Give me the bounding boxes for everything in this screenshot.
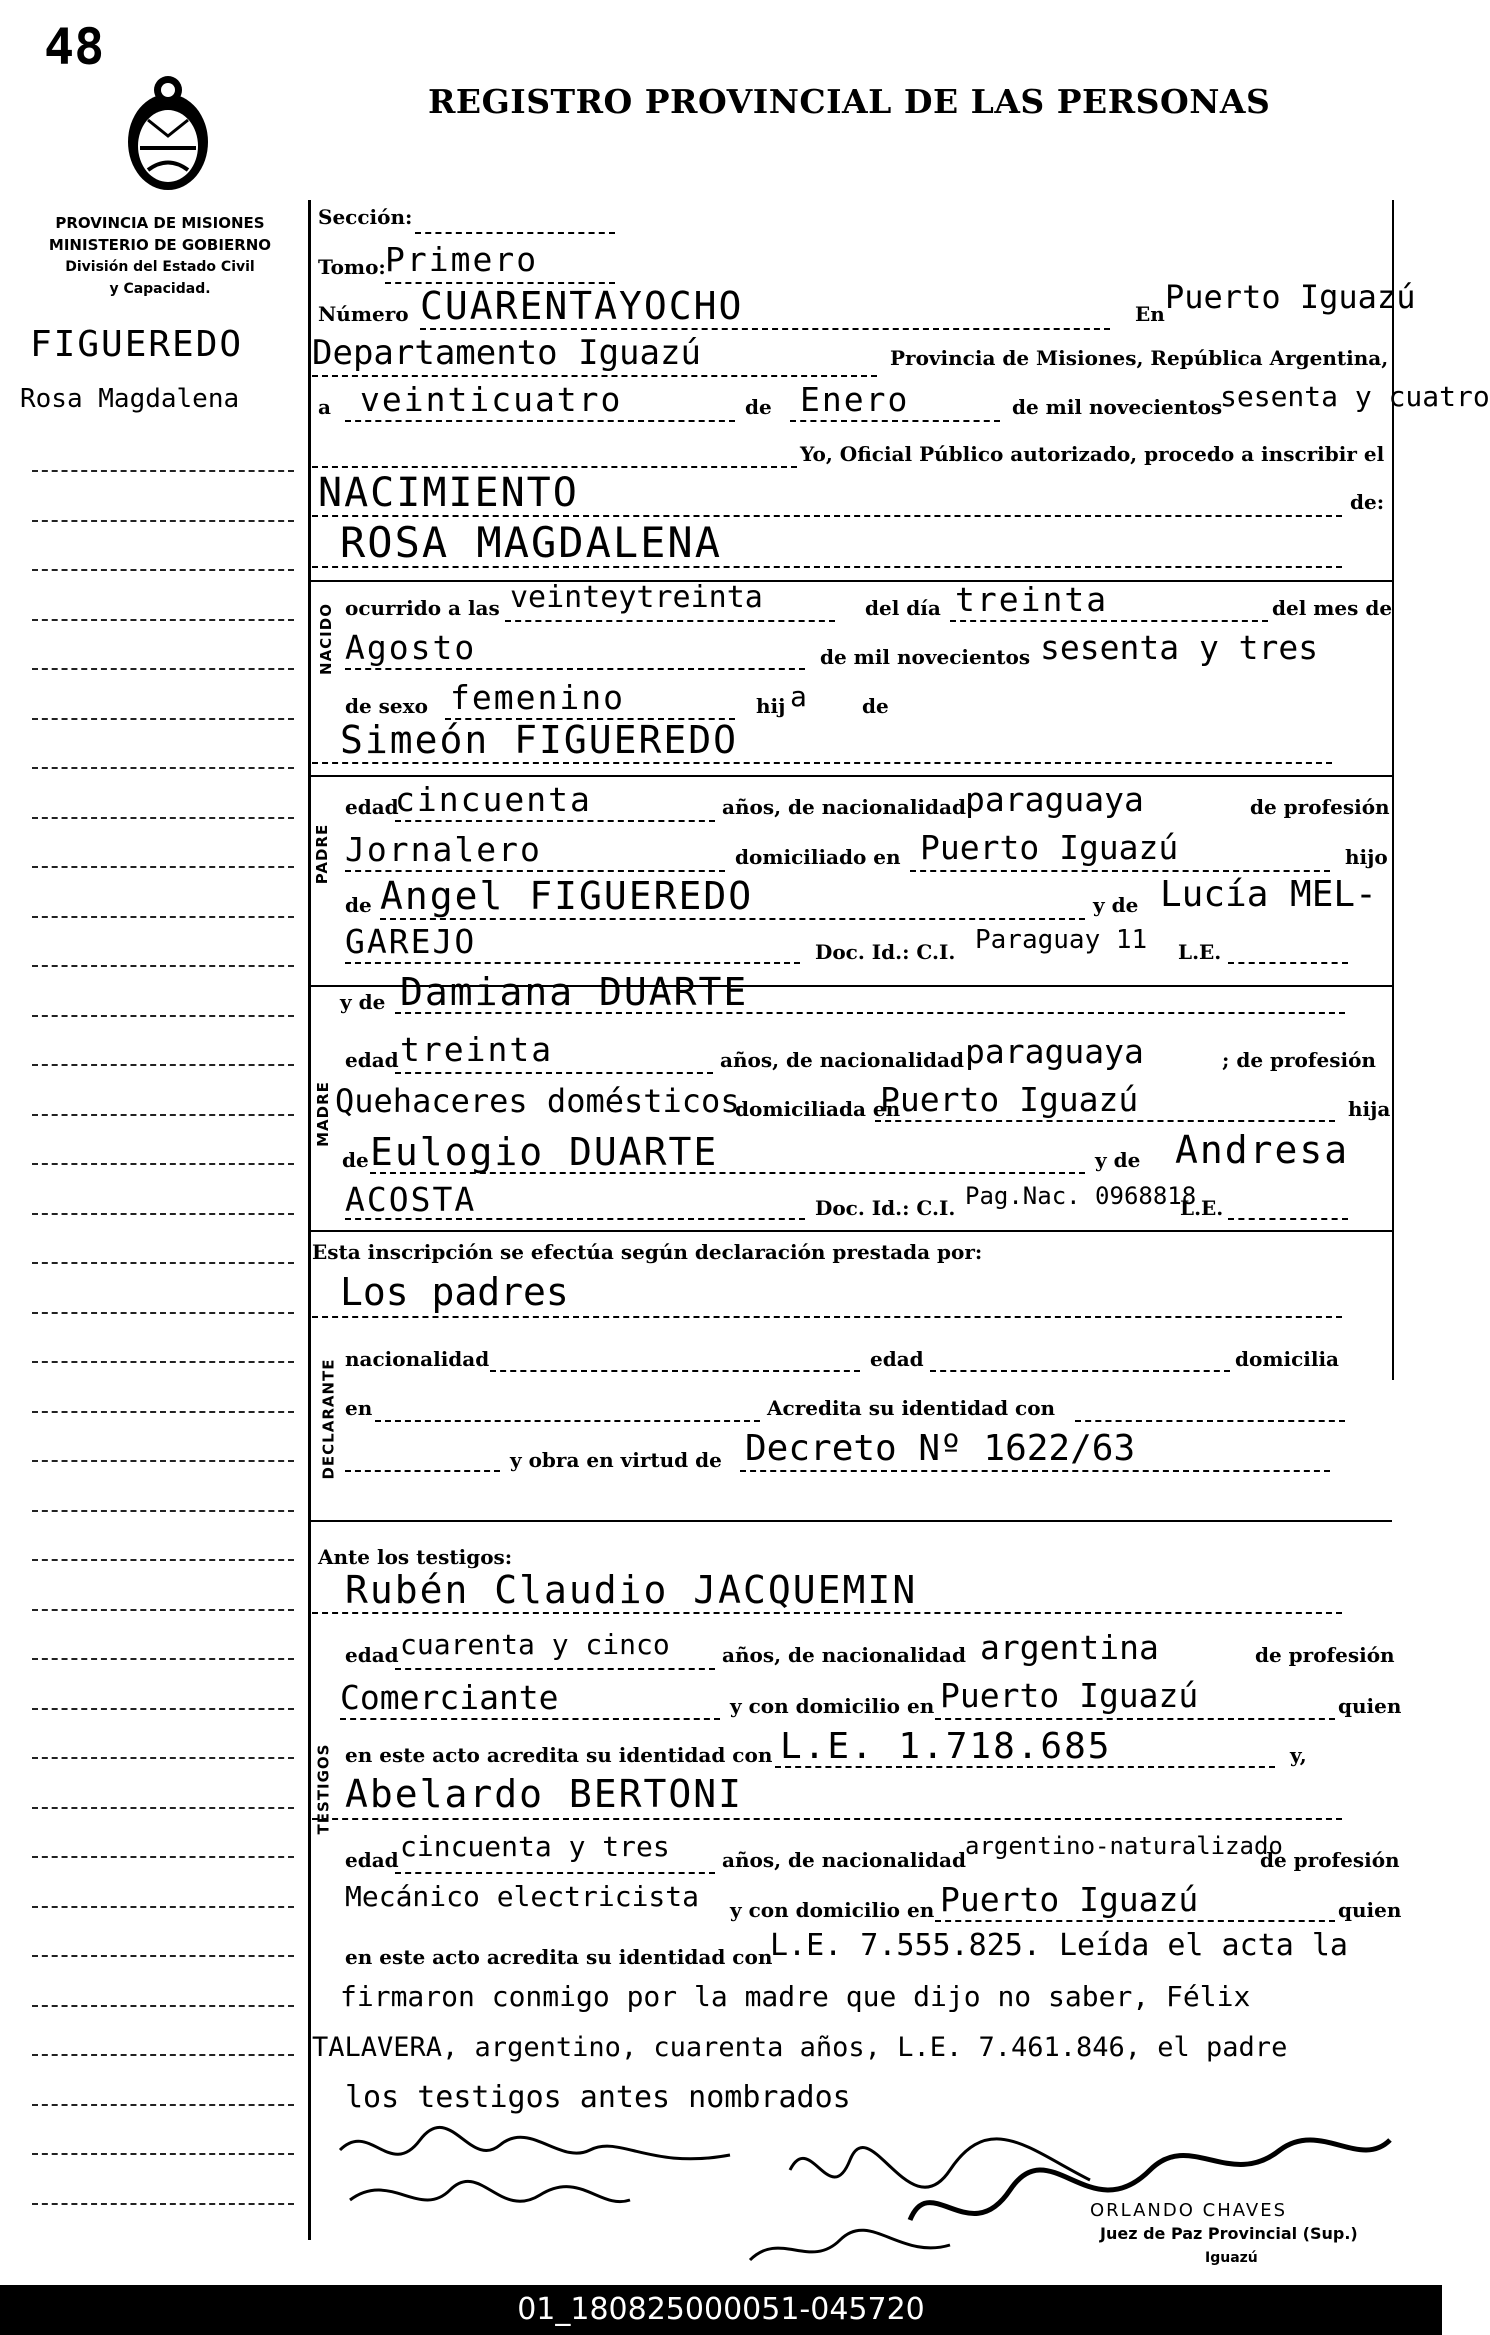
madre-prof-label: ; de profesión: [1222, 1048, 1376, 1072]
margin-ruled-line: [32, 1312, 294, 1314]
fill-line: [380, 918, 1085, 920]
testigo2-quien-label: quien: [1338, 1898, 1402, 1922]
fill-line: [312, 515, 1342, 517]
margin-ruled-line: [32, 2054, 294, 2056]
right-border: [1392, 200, 1394, 1380]
fill-line: [312, 375, 877, 377]
testigo2-edad-label: edad: [345, 1848, 399, 1872]
declarante-obra-label: y obra en virtud de: [510, 1448, 722, 1472]
declarante-dom-label: domicilia: [1235, 1347, 1340, 1371]
fill-line: [1075, 1420, 1345, 1422]
fill-line: [415, 232, 615, 234]
del-mes-label: del mes de: [1272, 596, 1393, 620]
testigo2-prof: Mecánico electricista: [345, 1880, 700, 1913]
padre-padre-nombre: Angel FIGUEREDO: [380, 874, 754, 918]
margin-ruled-line: [32, 520, 294, 522]
provincia-text: Provincia de Misiones, República Argentina,: [890, 346, 1389, 370]
de-nac-label: de: [862, 694, 889, 718]
fill-line: [345, 962, 800, 964]
a-label: a: [318, 395, 331, 419]
padre-de-label: de: [345, 893, 372, 917]
margin-ruled-line: [32, 1411, 294, 1413]
fill-line: [420, 328, 1110, 330]
fill-line: [790, 420, 1000, 422]
fill-line: [345, 420, 735, 422]
main-border: [308, 200, 311, 2240]
madre-doc-label: Doc. Id.: C.I.: [815, 1196, 956, 1220]
padre-dom-label: domiciliado en: [735, 845, 901, 869]
en-label: En: [1135, 302, 1165, 326]
margin-ruled-line: [32, 1361, 294, 1363]
fill-line: [312, 466, 797, 468]
margin-ruled-line: [32, 1262, 294, 1264]
madre-madre-nombre: Andresa: [1175, 1128, 1350, 1172]
testigo1-nombre: Rubén Claudio JACQUEMIN: [345, 1568, 918, 1612]
closing-line-2: TALAVERA, argentino, cuarenta años, L.E. 7.461.846, el padre: [312, 2032, 1288, 2063]
departamento-value: Departamento Iguazú: [312, 333, 701, 373]
padre-prof-value: Jornalero: [345, 830, 542, 869]
madre-padre-nombre: Eulogio DUARTE: [370, 1130, 719, 1174]
margin-ruled-line: [32, 965, 294, 967]
section-label-declarante: DECLARANTE: [319, 1358, 338, 1480]
closing-line-1: firmaron conmigo por la madre que dijo no saber, Félix: [340, 1980, 1251, 2013]
stamp-place: Iguazú: [1205, 2250, 1258, 2266]
province-line: PROVINCIA DE MISIONES: [55, 214, 265, 232]
padre-le-label: L.E.: [1178, 940, 1222, 964]
fill-line: [395, 1668, 715, 1670]
fill-line: [910, 870, 1330, 872]
margin-surname: FIGUEREDO: [30, 324, 244, 365]
madre-edad-label: edad: [345, 1048, 399, 1072]
margin-ruled-line: [32, 1015, 294, 1017]
dia-nac-value: treinta: [955, 580, 1109, 619]
divider: [308, 1520, 1392, 1522]
fill-line: [375, 1420, 760, 1422]
seccion-label: Sección:: [318, 205, 413, 229]
nombre-value: ROSA MAGDALENA: [340, 518, 723, 567]
en-value: Puerto Iguazú: [1165, 278, 1416, 316]
madre-nombre: Damiana DUARTE: [400, 970, 749, 1014]
fill-line: [312, 1612, 1342, 1614]
declarante-por-value: Los padres: [340, 1270, 569, 1314]
fill-line: [312, 566, 1342, 568]
margin-ruled-line: [32, 2153, 294, 2155]
padre-edad-label: edad: [345, 795, 399, 819]
fill-line: [935, 1920, 1335, 1922]
padre-prof-label: de profesión: [1250, 795, 1390, 819]
testigo2-nac: argentino-naturalizado: [965, 1832, 1283, 1860]
section-label-nacido: NACIDO: [316, 603, 335, 675]
coat-of-arms-seal: [118, 70, 218, 200]
stamp-name: ORLANDO CHAVES: [1090, 2200, 1288, 2221]
numero-label: Número: [318, 302, 409, 326]
padre-madre-nombre: Lucía MEL-: [1160, 874, 1377, 915]
fill-line: [505, 620, 835, 622]
padre-nac-value: paraguaya: [965, 780, 1144, 819]
ocurrido-label: ocurrido a las: [345, 596, 500, 620]
margin-ruled-line: [32, 1757, 294, 1759]
ministry-line: MINISTERIO DE GOBIERNO: [48, 236, 272, 254]
de-colon: de:: [1350, 490, 1385, 514]
acto-value: NACIMIENTO: [318, 470, 579, 516]
padre-hijo-label: hijo: [1345, 845, 1388, 869]
margin-ruled-line: [32, 2005, 294, 2007]
sexo-value: femenino: [450, 678, 625, 717]
mil-nac-label: de mil novecientos: [820, 645, 1031, 669]
madre-dom-value: Puerto Iguazú: [880, 1080, 1139, 1119]
hija-label: hij: [756, 694, 786, 718]
madre-doc-value: Pag.Nac. 0968818: [965, 1182, 1197, 1210]
fill-line: [312, 762, 1332, 764]
tomo-label: Tomo:: [318, 255, 386, 279]
fill-line: [345, 668, 805, 670]
testigo1-prof-label: de profesión: [1255, 1643, 1395, 1667]
testigos-intro: Ante los testigos:: [318, 1545, 513, 1569]
margin-ruled-line: [32, 1658, 294, 1660]
document-title: REGISTRO PROVINCIAL DE LAS PERSONAS: [428, 82, 1271, 121]
margin-ruled-line: [32, 1559, 294, 1561]
margin-ruled-line: [32, 767, 294, 769]
margin-name: Rosa Magdalena: [20, 384, 240, 414]
testigo1-nac: argentina: [980, 1628, 1159, 1667]
fill-line: [775, 1766, 1275, 1768]
margin-ruled-line: [32, 619, 294, 621]
madre-yde2-label: y de: [1095, 1148, 1141, 1172]
testigo1-dom: Puerto Iguazú: [940, 1676, 1199, 1715]
madre-madre-nombre-2: ACOSTA: [345, 1180, 477, 1219]
madre-le-label: L.E.: [1180, 1196, 1224, 1220]
declarante-edad-label: edad: [870, 1347, 924, 1371]
madre-hija-label: hija: [1348, 1097, 1391, 1121]
mes-nac-value: Agosto: [345, 628, 477, 667]
testigo2-prof-label: de profesión: [1260, 1848, 1400, 1872]
margin-ruled-line: [32, 817, 294, 819]
padre-doc-label: Doc. Id.: C.I.: [815, 940, 956, 964]
section-label-padre: PADRE: [313, 823, 332, 885]
margin-ruled-line: [32, 718, 294, 720]
margin-ruled-line: [32, 1708, 294, 1710]
numero-value: CUARENTAYOCHO: [420, 284, 744, 328]
margin-ruled-line: [32, 2203, 294, 2205]
testigo1-y-label: y,: [1290, 1743, 1307, 1767]
madre-nac-value: paraguaya: [965, 1032, 1144, 1071]
margin-ruled-line: [32, 1807, 294, 1809]
padre-yde-label: y de: [1093, 893, 1139, 917]
fill-line: [345, 1470, 500, 1472]
hora-value: veinteytreinta: [510, 580, 763, 615]
testigo1-doc: L.E. 1.718.685: [780, 1726, 1112, 1767]
hija-suffix: a: [790, 680, 809, 713]
fill-line: [1228, 962, 1348, 964]
testigo1-prof: Comerciante: [340, 1678, 559, 1717]
margin-ruled-line: [32, 1856, 294, 1858]
footer-id: 01_180825000051-045720: [0, 2285, 1442, 2335]
testigo1-nac-label: años, de nacionalidad: [722, 1643, 966, 1667]
margin-ruled-line: [32, 1163, 294, 1165]
page-number: 48: [44, 18, 105, 76]
margin-ruled-line: [32, 1955, 294, 1957]
dia-value: veinticuatro: [360, 380, 623, 419]
padre-dom-value: Puerto Iguazú: [920, 828, 1179, 867]
mil-text: de mil novecientos: [1012, 395, 1223, 419]
padre-edad-value: cincuenta: [395, 780, 592, 819]
province-header: [20, 212, 300, 300]
margin-ruled-line: [32, 1460, 294, 1462]
fill-line: [490, 1370, 860, 1372]
fill-line: [395, 820, 715, 822]
declarante-intro: Esta inscripción se efectúa según declaración prestada por:: [312, 1240, 983, 1264]
fill-line: [935, 1718, 1335, 1720]
testigo2-dom-label: y con domicilio en: [730, 1898, 935, 1922]
padre-doc-value: Paraguay 11: [975, 925, 1148, 955]
declarante-en-label: en: [345, 1396, 373, 1420]
fill-line: [875, 1120, 1335, 1122]
margin-ruled-line: [32, 1213, 294, 1215]
fill-line: [740, 1470, 1330, 1472]
madre-yde-label: y de: [340, 990, 386, 1014]
fill-line: [312, 1316, 1342, 1318]
margin-ruled-line: [32, 1114, 294, 1116]
testigo1-edad: cuarenta y cinco: [400, 1628, 670, 1661]
section-label-testigos: TESTIGOS: [314, 1743, 333, 1835]
fill-line: [345, 870, 725, 872]
divider: [308, 775, 1392, 777]
margin-ruled-line: [32, 1064, 294, 1066]
margin-ruled-line: [32, 2104, 294, 2106]
testigo1-edad-label: edad: [345, 1643, 399, 1667]
margin-ruled-line: [32, 668, 294, 670]
madre-nac-label: años, de nacionalidad: [720, 1048, 964, 1072]
declarante-acredita-label: Acredita su identidad con: [767, 1396, 1056, 1420]
closing-line-3: los testigos antes nombrados: [345, 2080, 851, 2115]
section-label-madre: MADRE: [313, 1081, 332, 1147]
stamp-title: Juez de Paz Provincial (Sup.): [1100, 2224, 1358, 2243]
fill-line: [370, 1172, 1085, 1174]
madre-de-label: de: [342, 1148, 369, 1172]
margin-ruled-line: [32, 866, 294, 868]
declarante-nac-label: nacionalidad: [345, 1347, 490, 1371]
testigo2-acredita-label: en este acto acredita su identidad con: [345, 1945, 773, 1969]
capacity-line: y Capacidad.: [109, 281, 211, 297]
testigo2-doc: L.E. 7.555.825. Leída el acta la: [770, 1928, 1348, 1963]
margin-ruled-line: [32, 569, 294, 571]
fill-line: [1228, 1218, 1348, 1220]
madre-edad-value: treinta: [400, 1030, 554, 1069]
declarante-obra-value: Decreto Nº 1622/63: [745, 1428, 1136, 1469]
testigo1-dom-label: y con domicilio en: [730, 1694, 935, 1718]
testigo1-quien-label: quien: [1338, 1694, 1402, 1718]
oficial-text: Yo, Oficial Público autorizado, procedo a inscribir el: [800, 442, 1385, 466]
fill-line: [395, 1012, 1345, 1014]
del-dia-label: del día: [865, 596, 941, 620]
madre-prof-value: Quehaceres domésticos: [335, 1082, 740, 1120]
margin-ruled-line: [32, 1510, 294, 1512]
divider: [308, 1230, 1392, 1232]
testigo2-nac-label: años, de nacionalidad: [722, 1848, 966, 1872]
margin-ruled-line: [32, 916, 294, 918]
testigo2-edad: cincuenta y tres: [400, 1830, 670, 1863]
anio-value: sesenta y cuatro: [1220, 380, 1490, 413]
tomo-value: Primero: [385, 240, 539, 279]
madre-dom-label: domiciliada en: [735, 1097, 901, 1121]
fill-line: [950, 620, 1268, 622]
divider: [308, 580, 1392, 582]
fill-line: [395, 1072, 713, 1074]
testigo2-nombre: Abelardo BERTONI: [345, 1772, 744, 1816]
fill-line: [312, 1818, 1342, 1820]
fill-line: [930, 1370, 1230, 1372]
padre-madre-nombre-2: GAREJO: [345, 922, 477, 961]
mes-value: Enero: [800, 380, 910, 419]
margin-ruled-line: [32, 1906, 294, 1908]
padre-nombre: Simeón FIGUEREDO: [340, 718, 739, 762]
margin-ruled-line: [32, 470, 294, 472]
margin-ruled-line: [32, 1609, 294, 1611]
fill-line: [345, 1218, 805, 1220]
testigo2-dom: Puerto Iguazú: [940, 1880, 1199, 1919]
fill-line: [395, 1872, 715, 1874]
fill-line: [340, 1718, 720, 1720]
sexo-label: de sexo: [345, 694, 428, 718]
division-line: División del Estado Civil: [65, 259, 255, 275]
padre-nac-label: años, de nacionalidad: [722, 795, 966, 819]
anio-nac-value: sesenta y tres: [1040, 628, 1319, 667]
de-label: de: [745, 395, 772, 419]
testigo1-acredita-label: en este acto acredita su identidad con: [345, 1743, 773, 1767]
